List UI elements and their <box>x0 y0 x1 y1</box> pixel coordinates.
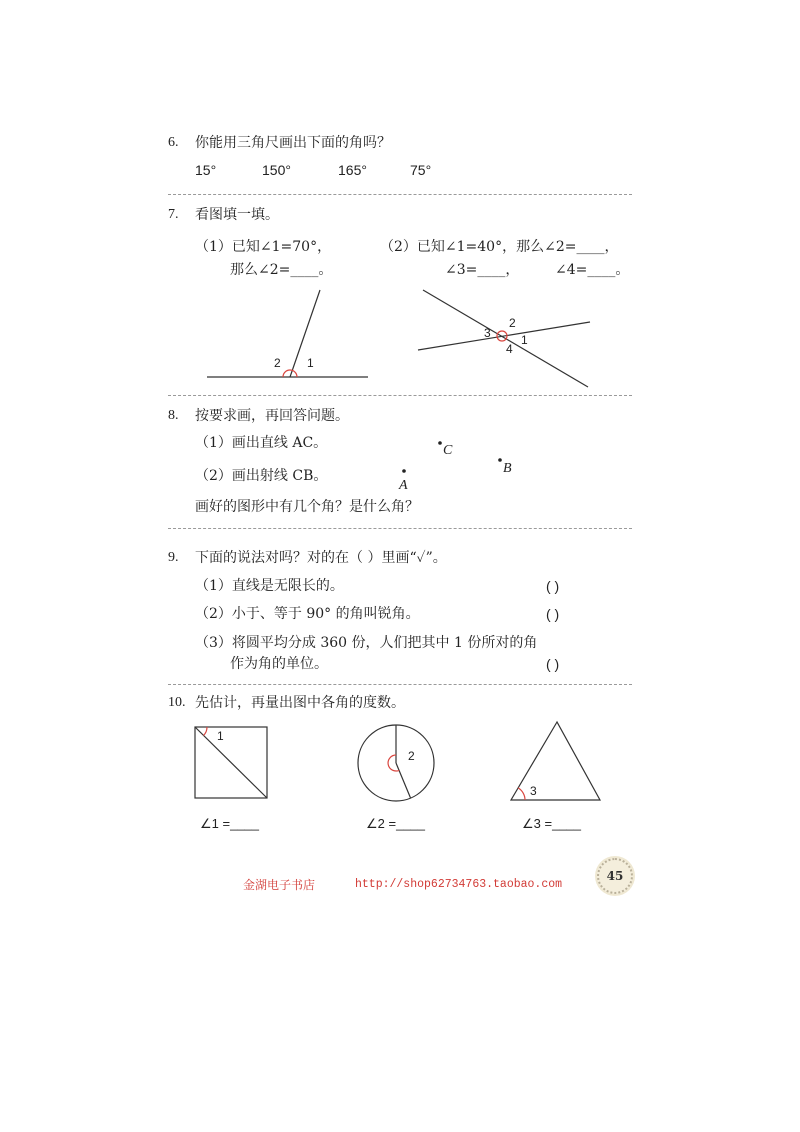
q6-angle-75: 75° <box>410 162 432 178</box>
point-b-label: B <box>503 461 512 476</box>
q9-item-3-line1: （3）将圆平均分成 360 份，人们把其中 1 份所对的角 <box>195 635 538 651</box>
triangle-outline <box>511 722 600 800</box>
q8-item-1: （1）画出直线 AC。 <box>195 435 328 451</box>
divider-4 <box>168 684 632 685</box>
fig2-label-angle-1: 1 <box>521 333 528 347</box>
q6-angle-15: 15° <box>195 162 217 178</box>
q8-number: 8. <box>168 408 179 423</box>
q6-angle-165: 165° <box>338 162 367 178</box>
point-b-dot <box>498 458 502 462</box>
q8-points <box>390 430 520 495</box>
fig2-label-angle-3: 3 <box>484 326 491 340</box>
point-c-dot <box>438 441 442 445</box>
q7-part2-line2a: ∠3=____， <box>445 262 520 278</box>
divider-3 <box>168 528 632 529</box>
q9-item-1-bracket: ( ) <box>546 578 560 594</box>
q9-item-1: （1）直线是无限长的。 <box>195 578 344 594</box>
point-a-dot <box>402 469 406 473</box>
square-diagonal <box>195 727 267 798</box>
page-number: 45 <box>606 869 624 883</box>
circle-angle-arc <box>388 755 399 771</box>
q7-prompt: 看图填一填。 <box>195 207 279 223</box>
fig1-label-angle-2: 2 <box>274 356 281 370</box>
fig2-label-angle-4: 4 <box>506 342 513 356</box>
q7-number: 7. <box>168 207 179 222</box>
q10-prompt: 先估计，再量出图中各角的度数。 <box>195 695 405 711</box>
q6-prompt: 你能用三角尺画出下面的角吗？ <box>195 135 391 151</box>
q9-item-2-bracket: ( ) <box>546 606 560 622</box>
q7-part1-line2: 那么∠2=____。 <box>230 262 333 278</box>
triangle-angle-arc <box>518 788 525 800</box>
circle-radius-down <box>396 763 411 798</box>
fig1-label-angle-1: 1 <box>307 356 314 370</box>
q6-angle-150: 150° <box>262 162 291 178</box>
q10-circle-figure <box>355 720 440 810</box>
fig2-line-a <box>423 290 588 387</box>
q7-part1-line1: （1）已知∠1=70°， <box>195 239 332 255</box>
q10-answer-1: ∠1 =____ <box>200 816 260 831</box>
q7-figure-1 <box>200 280 375 385</box>
q8-prompt: 按要求画，再回答问题。 <box>195 408 349 424</box>
fig2-line-b <box>418 322 590 350</box>
circle-label-angle-2: 2 <box>408 749 415 763</box>
point-a-label: A <box>399 478 408 493</box>
point-c-label: C <box>443 443 453 458</box>
q9-item-3-line2: 作为角的单位。 <box>230 656 328 672</box>
fig1-ray <box>290 290 320 377</box>
square-label-angle-1: 1 <box>217 729 224 743</box>
q10-number: 10. <box>168 695 186 710</box>
q9-prompt: 下面的说法对吗？对的在（ ）里画“✓”。 <box>195 550 447 566</box>
q9-item-3-bracket: ( ) <box>546 656 560 672</box>
fig2-label-angle-2: 2 <box>509 316 516 330</box>
divider-2 <box>168 395 632 396</box>
q7-figure-2 <box>410 282 600 394</box>
footer-url: http://shop62734763.taobao.com <box>355 878 563 891</box>
square-angle-arc <box>204 727 208 736</box>
q10-square-figure <box>190 720 275 805</box>
q9-item-2: （2）小于、等于 90° 的角叫锐角。 <box>195 606 420 622</box>
footer-store-name: 金湖电子书店 <box>243 878 316 892</box>
q9-number: 9. <box>168 550 179 565</box>
q10-triangle-figure <box>505 715 605 805</box>
page-number-badge <box>597 858 633 894</box>
q6-number: 6. <box>168 135 179 150</box>
q10-answer-3: ∠3 =____ <box>522 816 582 831</box>
q8-item-2: （2）画出射线 CB。 <box>195 468 328 484</box>
q7-part2-line2b: ∠4=____。 <box>555 262 630 278</box>
divider-1 <box>168 194 632 195</box>
triangle-label-angle-3: 3 <box>530 784 537 798</box>
q8-question: 画好的图形中有几个角？是什么角？ <box>195 499 419 515</box>
q10-answer-2: ∠2 =____ <box>366 816 426 831</box>
q7-part2-line1: （2）已知∠1=40°，那么∠2=____， <box>380 239 619 255</box>
